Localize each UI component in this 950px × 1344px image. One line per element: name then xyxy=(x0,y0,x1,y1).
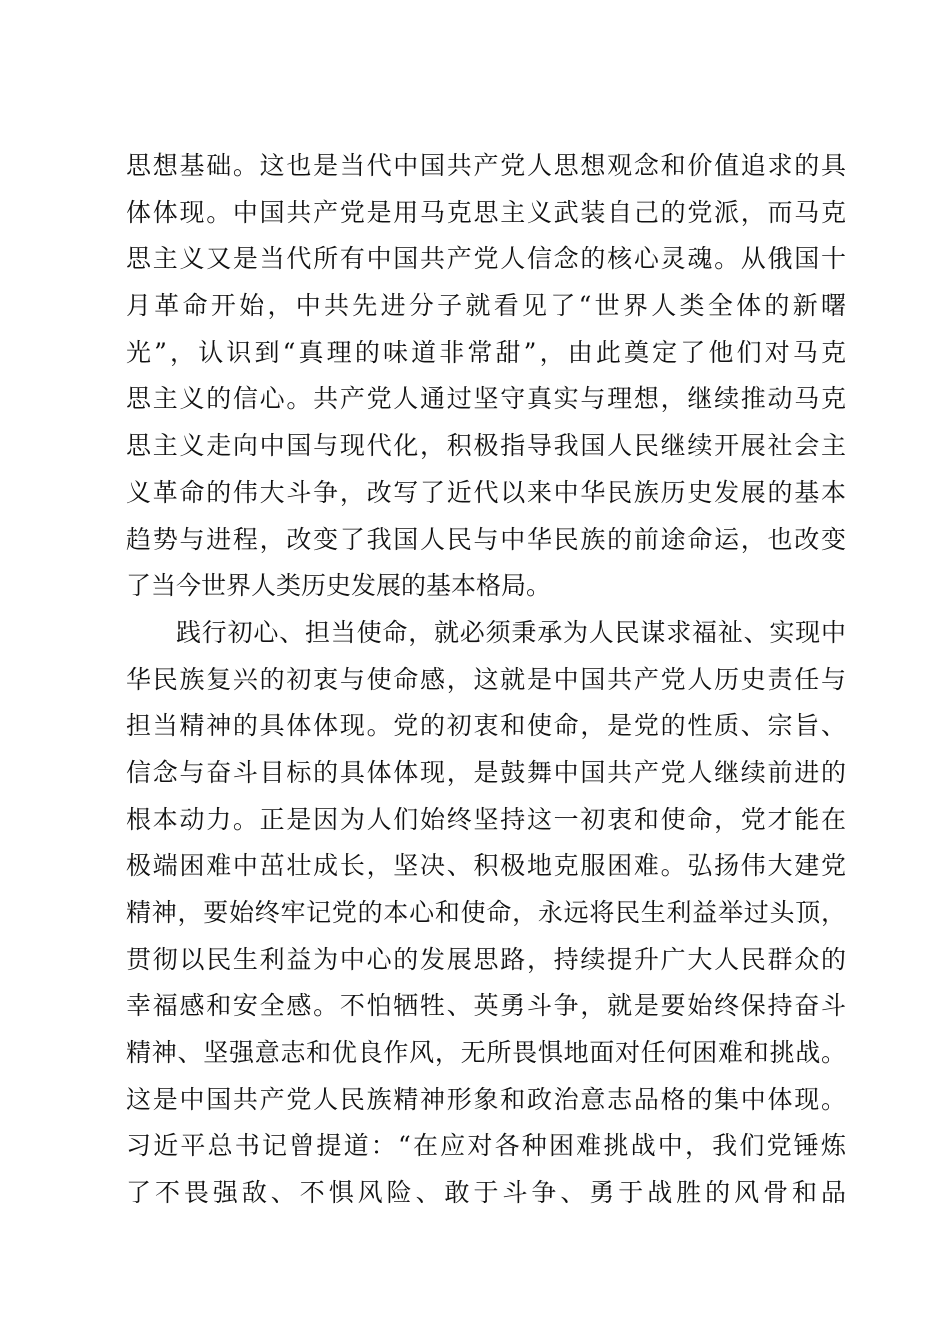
text-line: 思想基础。这也是当代中国共产党人思想观念和价值追求的具 xyxy=(126,151,846,180)
text-line: 贯彻以民生利益为中心的发展思路，持续提升广大人民群众的 xyxy=(126,944,846,974)
text-line: 华民族复兴的初衷与使命感，这就是中国共产党人历史责任与 xyxy=(126,664,846,694)
text-line: 思主义的信心。共产党人通过坚守真实与理想，继续推动马克 xyxy=(126,384,846,414)
paragraph-end-line: 了当今世界人类历史发展的基本格局。 xyxy=(126,571,552,601)
text-line: 义革命的伟大斗争，改写了近代以来中华民族历史发展的基本 xyxy=(126,477,846,507)
text-line: 这是中国共产党人民族精神形象和政治意志品格的集中体现。 xyxy=(126,1084,846,1114)
text-line: 幸福感和安全感。不怕牺牲、英勇斗争，就是要始终保持奋斗 xyxy=(126,991,846,1021)
text-line: 信念与奋斗目标的具体体现，是鼓舞中国共产党人继续前进的 xyxy=(126,757,846,787)
text-line: 极端困难中茁壮成长，坚决、积极地克服困难。弘扬伟大建党 xyxy=(126,851,846,881)
text-line: 精神，要始终牢记党的本心和使命，永远将民生利益举过头顶， xyxy=(126,898,846,927)
text-line: 根本动力。正是因为人们始终坚持这一初衷和使命，党才能在 xyxy=(126,804,846,834)
text-line: 精神、坚强意志和优良作风，无所畏惧地面对任何困难和挑战。 xyxy=(126,1038,846,1068)
body-text xyxy=(126,143,846,1217)
paragraph-start-line: 践行初心、担当使命，就必须秉承为人民谋求福祉、实现中 xyxy=(176,617,846,647)
text-line: 担当精神的具体体现。党的初衷和使命，是党的性质、宗旨、 xyxy=(126,711,846,741)
text-line: 体体现。中国共产党是用马克思主义武装自己的党派，而马克 xyxy=(126,197,846,227)
text-line: 思主义走向中国与现代化，积极指导我国人民继续开展社会主 xyxy=(126,431,846,461)
text-line: 习近平总书记曾提道：“在应对各种困难挑战中，我们党锤炼 xyxy=(126,1131,846,1161)
text-line: 月革命开始，中共先进分子就看见了“世界人类全体的新曙 xyxy=(126,291,846,321)
text-line: 趋势与进程，改变了我国人民与中华民族的前途命运，也改变 xyxy=(126,524,846,554)
text-line: 思主义又是当代所有中国共产党人信念的核心灵魂。从俄国十 xyxy=(126,244,846,274)
text-line: 光”，认识到“真理的味道非常甜”，由此奠定了他们对马克 xyxy=(126,337,846,367)
text-line: 了不畏强敌、不惧风险、敢于斗争、勇于战胜的风骨和品 xyxy=(126,1178,846,1208)
